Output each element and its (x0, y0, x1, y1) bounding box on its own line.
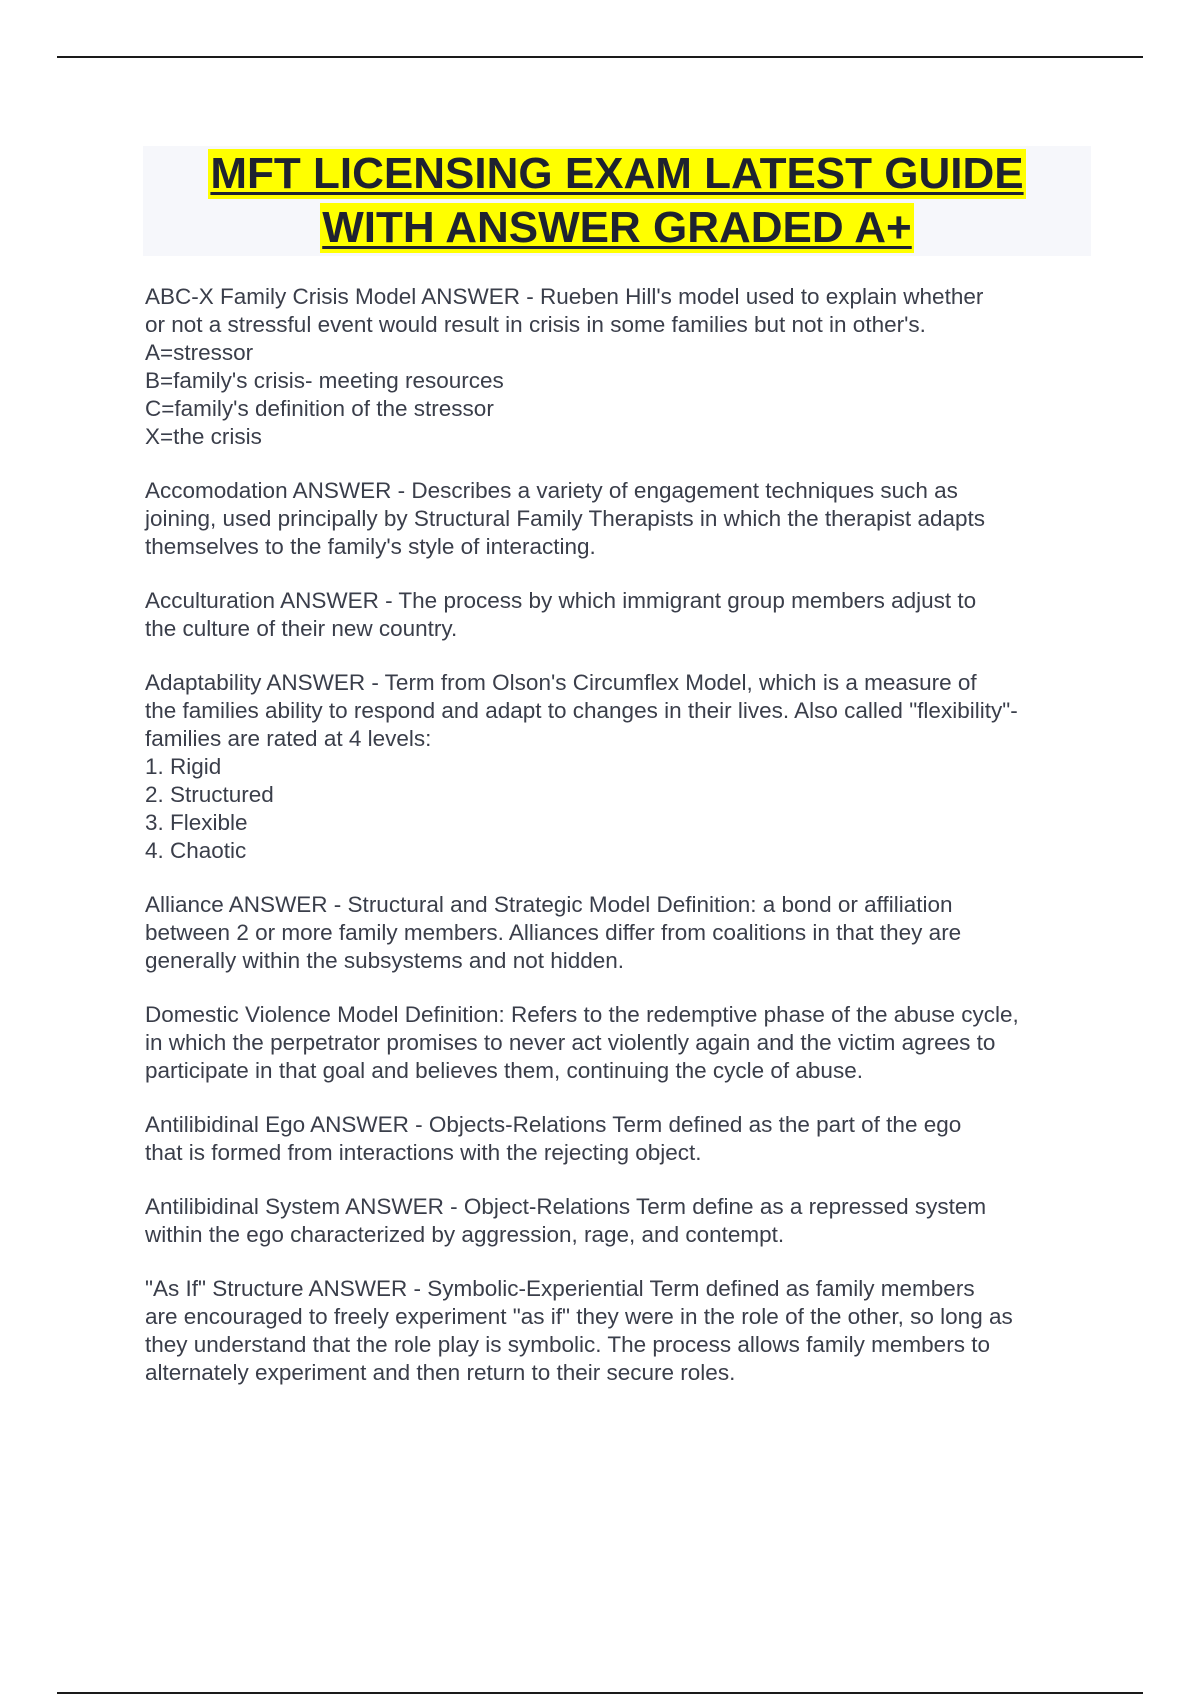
glossary-entry (145, 891, 1095, 975)
entry-text-line: the families ability to respond and adapt to changes in their lives. Also called "flexibility"- (145, 698, 1018, 723)
entry-text-line: C=family's definition of the stressor (145, 396, 494, 421)
entry-text-line: they understand that the role play is symbolic. The process allows family members to (145, 1332, 990, 1357)
entry-text-line: A=stressor (145, 340, 254, 365)
document-title (143, 146, 1091, 256)
entry-text-line: B=family's crisis- meeting resources (145, 368, 504, 393)
entry-text-line: in which the perpetrator promises to never act violently again and the victim agrees to (145, 1030, 996, 1055)
entry-text-line: 2. Structured (145, 782, 274, 807)
title-line-2: WITH ANSWER GRADED A+ (322, 203, 912, 252)
entry-text-line: Accomodation ANSWER - Describes a variety of engagement techniques such as (145, 478, 958, 503)
entry-text-line: families are rated at 4 levels: (145, 726, 432, 751)
entry-text-line: 3. Flexible (145, 810, 248, 835)
entry-text-line: Alliance ANSWER - Structural and Strategic Model Definition: a bond or affiliation (145, 892, 953, 917)
entry-text-line: X=the crisis (145, 424, 262, 449)
entry-text-line: within the ego characterized by aggression, rage, and contempt. (145, 1222, 785, 1247)
entry-text-line: are encouraged to freely experiment "as if" they were in the role of the other, so long as (145, 1304, 1013, 1329)
entry-text-line: that is formed from interactions with the rejecting object. (145, 1140, 702, 1165)
glossary-entry (145, 669, 1095, 865)
bottom-rule (57, 1692, 1143, 1694)
entry-text-line: generally within the subsystems and not hidden. (145, 948, 625, 973)
glossary-entry (145, 283, 1095, 451)
entry-text-line: joining, used principally by Structural Family Therapists in which the therapist adapts (145, 506, 985, 531)
entry-text-line: Acculturation ANSWER - The process by which immigrant group members adjust to (145, 588, 977, 613)
glossary-entry (145, 1111, 1095, 1167)
entry-text-line: ABC-X Family Crisis Model ANSWER - Rueben Hill's model used to explain whether (145, 284, 984, 309)
entry-text-line: "As If" Structure ANSWER - Symbolic-Experiential Term defined as family members (145, 1276, 975, 1301)
entry-text-line: Adaptability ANSWER - Term from Olson's Circumflex Model, which is a measure of (145, 670, 977, 695)
entry-text-line: 4. Chaotic (145, 838, 247, 863)
entry-text-line: or not a stressful event would result in crisis in some families but not in other's. (145, 312, 926, 337)
glossary-entry (145, 1275, 1095, 1387)
entry-text-line: Antilibidinal Ego ANSWER - Objects-Relations Term defined as the part of the ego (145, 1112, 962, 1137)
glossary-entry (145, 477, 1095, 561)
entry-text-line: participate in that goal and believes them, continuing the cycle of abuse. (145, 1058, 863, 1083)
glossary-entry (145, 1193, 1095, 1249)
top-rule (57, 56, 1143, 58)
entry-text-line: themselves to the family's style of interacting. (145, 534, 596, 559)
entry-text-line: alternately experiment and then return to their secure roles. (145, 1360, 736, 1385)
entry-text-line: between 2 or more family members. Alliances differ from coalitions in that they are (145, 920, 962, 945)
entry-text-line: Antilibidinal System ANSWER - Object-Relations Term define as a repressed system (145, 1194, 987, 1219)
glossary-entry (145, 1001, 1095, 1085)
glossary-content (145, 283, 1095, 1413)
title-line-1: MFT LICENSING EXAM LATEST GUIDE (210, 149, 1024, 198)
entry-text-line: Domestic Violence Model Definition: Refers to the redemptive phase of the abuse cycle, (145, 1002, 1019, 1027)
entry-text-line: the culture of their new country. (145, 616, 458, 641)
glossary-entry (145, 587, 1095, 643)
entry-text-line: 1. Rigid (145, 754, 222, 779)
